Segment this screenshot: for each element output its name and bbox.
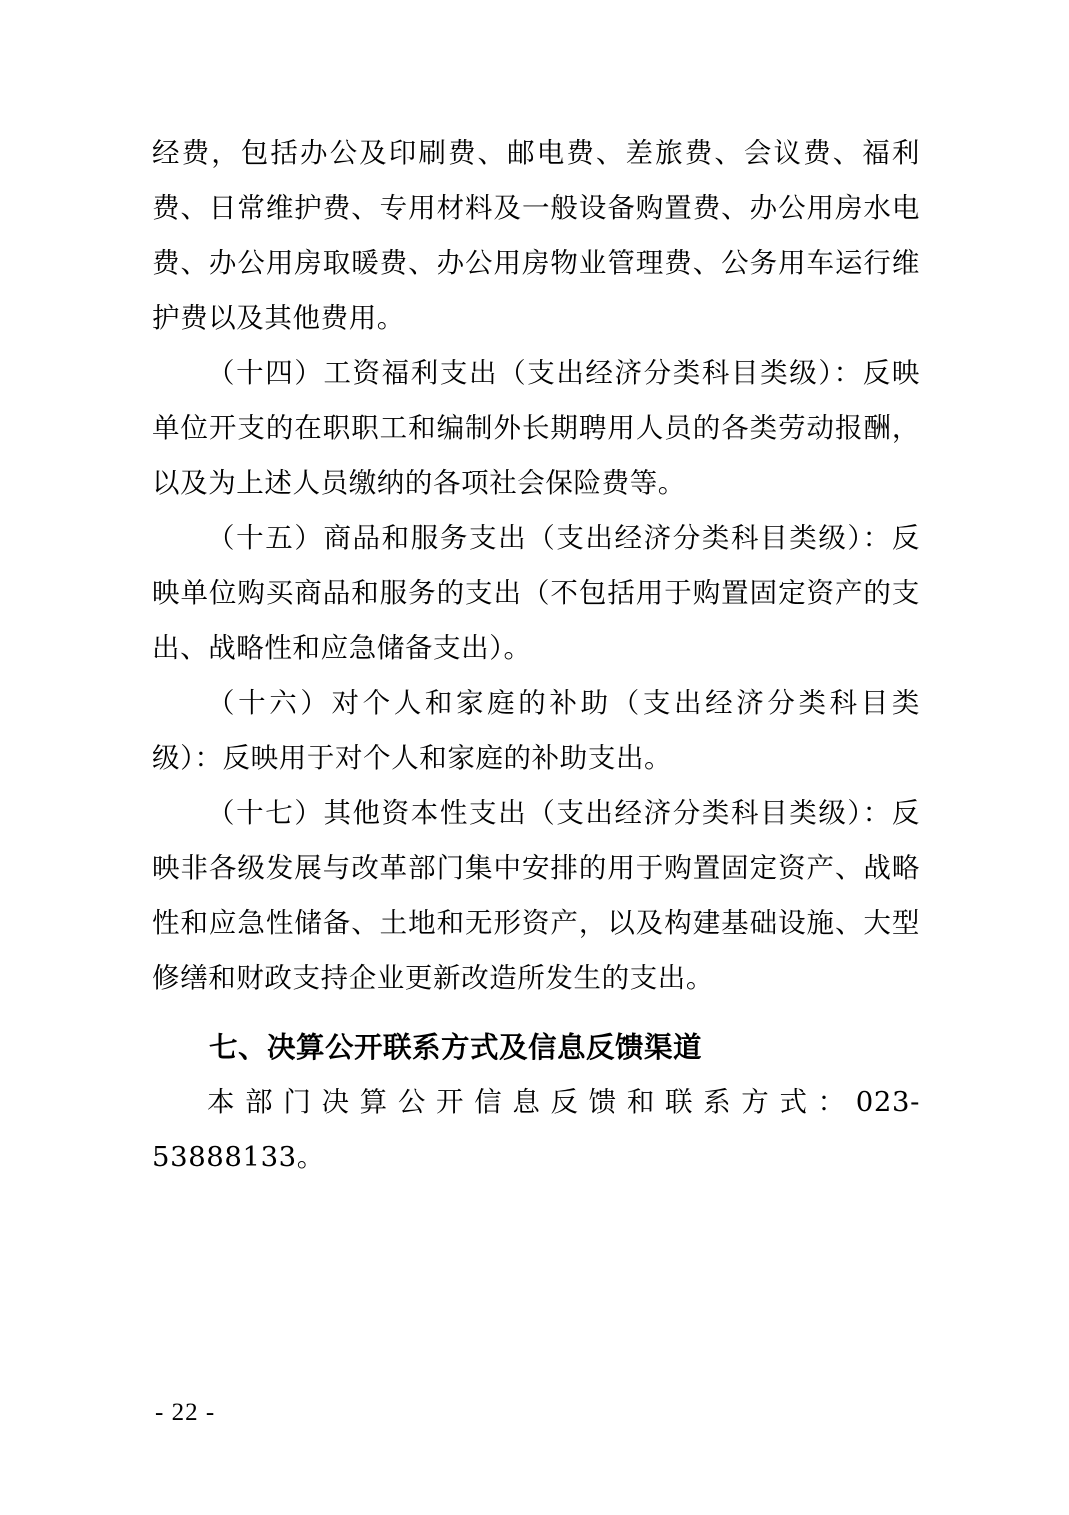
paragraph-item-14: （十四）工资福利支出（支出经济分类科目类级）：反映单位开支的在职职工和编制外长期聘用人员的各类劳动报酬，以及为上述人员缴纳的各项社会保险费等。 [152, 357, 920, 499]
paragraph-contact-info: 本部门决算公开信息反馈和联系方式：023-53888133。 [152, 1086, 920, 1173]
page-content [152, 126, 920, 1185]
paragraph-item-17: （十七）其他资本性支出（支出经济分类科目类级）：反映非各级发展与改革部门集中安排的用于购置固定资产、战略性和应急性储备、土地和无形资产，以及构建基础设施、大型修缮和财政支持企业更新改造所发生的支出。 [152, 797, 920, 994]
page-number: - 22 - [155, 1399, 216, 1426]
section-heading-contact: 七、决算公开联系方式及信息反馈渠道 [209, 1031, 703, 1064]
paragraph-expenses-continued: 经费，包括办公及印刷费、邮电费、差旅费、会议费、福利费、日常维护费、专用材料及一般设备购置费、办公用房水电费、办公用房取暖费、办公用房物业管理费、公务用车运行维护费以及其他费用。 [152, 137, 920, 334]
paragraph-item-15: （十五）商品和服务支出（支出经济分类科目类级）：反映单位购买商品和服务的支出（不包括用于购置固定资产的支出、战略性和应急储备支出）。 [152, 522, 920, 664]
paragraph-item-16: （十六）对个人和家庭的补助（支出经济分类科目类级）：反映用于对个人和家庭的补助支出。 [152, 687, 920, 774]
